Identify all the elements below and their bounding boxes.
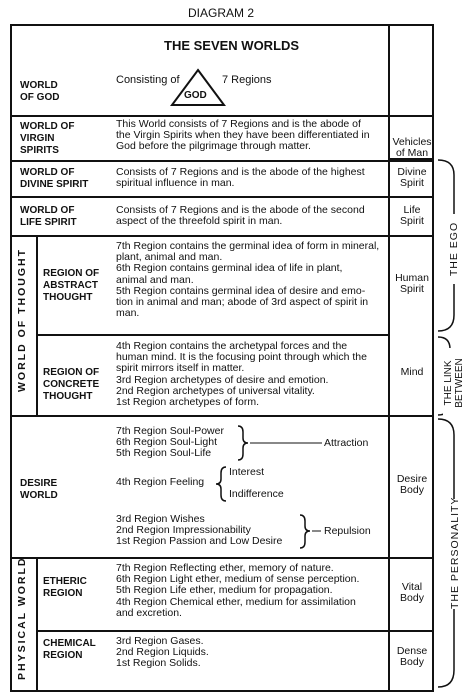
separator-divine — [10, 196, 434, 198]
text-line: spiritual influence in man. — [116, 177, 235, 190]
text-line: 5th Region Soul-Life — [116, 447, 212, 460]
god-regions-text: 7 Regions — [222, 74, 272, 86]
life-spirit-description — [116, 205, 386, 227]
god-triangle-icon — [170, 68, 226, 108]
ego-side-label: THE EGO — [448, 214, 462, 284]
label-line: THOUGHT — [43, 292, 93, 303]
text-line: Human — [395, 272, 429, 284]
separator-god — [10, 115, 434, 117]
interest-label: Interest — [229, 466, 265, 478]
label-line: SPIRITS — [20, 145, 59, 156]
indifference-label: Indifference — [229, 488, 284, 500]
text-line: 6th Region Light ether, medium of sense perception. — [116, 573, 360, 586]
text-line: BETWEEN — [454, 358, 465, 408]
separator-etheric — [36, 630, 434, 632]
text-line: Dense — [396, 645, 428, 657]
chemical-region-label — [43, 638, 96, 662]
label-line: LIFE SPIRIT — [20, 217, 77, 228]
text-line: and excretion. — [116, 606, 182, 619]
feeling-region: 4th Region Feeling — [116, 476, 205, 488]
text-line: 1st Region archetypes of form. — [116, 396, 259, 409]
physical-divider — [36, 558, 38, 692]
text-line: human mind. It is the focusing point through which the — [116, 351, 367, 364]
text-line: God before the pilgrimage through matter. — [116, 140, 311, 153]
label-line: OF GOD — [20, 92, 60, 103]
text-line: 4th Region Chemical ether, medium for assimilation — [116, 595, 356, 608]
label-line: ABSTRACT — [43, 280, 98, 291]
text-line: Spirit — [400, 283, 424, 296]
repulsion-label: Repulsion — [324, 525, 371, 537]
text-line: 5th Region Life ether, medium for propagation. — [116, 584, 333, 597]
text-line: THE LINK — [443, 360, 454, 406]
repulsion-regions — [116, 514, 282, 548]
personality-side-label: THE PERSONALITY — [449, 496, 461, 609]
text-line: aspect of the threefold spirit in man. — [116, 215, 283, 228]
label-line: WORLD — [20, 80, 58, 91]
text-line: 7th Region Reflecting ether, memory of nature. — [116, 562, 334, 574]
text-line: This World consists of 7 Regions and is the abode of — [116, 118, 361, 130]
text-line: 5th Region contains germinal idea of desire and emo- — [116, 284, 366, 297]
text-line: Spirit — [400, 177, 424, 190]
label-line: THOUGHT — [43, 391, 93, 402]
text-line: Body — [400, 656, 424, 669]
label-line: DIVINE SPIRIT — [20, 179, 89, 190]
etheric-region-description — [116, 563, 386, 619]
etheric-region-label — [43, 576, 87, 600]
world-of-life-spirit-label — [20, 205, 77, 229]
text-line: 3rd Region archetypes of desire and emotion. — [116, 373, 329, 386]
label-line: VIRGIN — [20, 133, 55, 144]
divine-spirit-description — [116, 167, 386, 189]
abstract-thought-description — [116, 241, 386, 319]
label-line: WORLD OF — [20, 121, 75, 132]
label-line: REGION — [43, 588, 83, 599]
label-line: ETHERIC — [43, 576, 87, 587]
attraction-brace-icon — [234, 424, 324, 464]
world-of-god-label — [20, 80, 59, 104]
text-line: 4th Region contains the archetypal forces and the — [116, 340, 348, 352]
diagram-title: THE SEVEN WORLDS — [164, 38, 300, 53]
separator-life — [10, 235, 434, 237]
link-between-side-label — [443, 348, 467, 418]
text-line: Body — [400, 484, 424, 497]
text-line: Vehicles — [392, 136, 432, 148]
text-line: plant, animal and man. — [116, 251, 223, 264]
text-line: 1st Region Passion and Low Desire — [116, 535, 283, 548]
label-line: WORLD OF — [20, 205, 75, 216]
vehicle-desire-body — [390, 474, 434, 496]
text-line: tion in animal and man; abode of 3rd aspect of spirit in — [116, 296, 369, 309]
region-abstract-thought-label — [43, 268, 99, 304]
vehicle-dense-body — [390, 646, 434, 668]
label-line: CONCRETE — [43, 379, 100, 390]
label-line: CHEMICAL — [43, 638, 96, 649]
world-of-virgin-spirits-label — [20, 121, 74, 157]
thought-divider — [36, 236, 38, 415]
text-line: man. — [116, 307, 140, 320]
text-line: 2nd Region Liquids. — [116, 646, 209, 659]
region-concrete-thought-label — [43, 367, 99, 403]
chemical-region-description — [116, 636, 386, 670]
text-line: animal and man. — [116, 273, 194, 286]
label-line: DESIRE — [20, 478, 58, 489]
label-line: REGION — [43, 650, 83, 661]
god-consisting-text: Consisting of — [116, 74, 180, 86]
text-line: 6th Region contains germinal idea of life in plant, — [116, 262, 343, 275]
text-line: 3rd Region Gases. — [116, 635, 204, 647]
god-triangle-text: GOD — [184, 90, 207, 101]
label-line: REGION OF — [43, 367, 100, 378]
separator-thought — [10, 415, 434, 417]
repulsion-brace-icon — [297, 513, 323, 551]
desire-world-label — [20, 478, 58, 502]
text-line: Consists of 7 Regions and is the abode of the highest — [116, 166, 365, 178]
diagram-label: DIAGRAM 2 — [188, 6, 255, 20]
separator-abstract — [36, 334, 388, 336]
vehicle-human-spirit — [390, 273, 434, 295]
text-line: Body — [400, 592, 424, 605]
world-of-thought-vertical-label: WORLD OF THOUGHT — [16, 248, 28, 392]
text-line: Divine — [397, 166, 427, 178]
text-line: Desire — [396, 473, 428, 485]
text-line: spirit mirrors itself in matter. — [116, 362, 245, 375]
vehicle-life-spirit — [390, 205, 434, 227]
virgin-spirits-description — [116, 119, 386, 153]
text-line: 7th Region contains the germinal idea of form in mineral, — [116, 240, 380, 252]
text-line: Life — [403, 204, 421, 216]
vehicle-vital-body — [390, 582, 434, 604]
text-line: Vital — [401, 581, 423, 593]
text-line: 2nd Region archetypes of universal vitality. — [116, 384, 315, 397]
attraction-label: Attraction — [324, 437, 369, 449]
text-line: 6th Region Soul-Light — [116, 436, 217, 449]
text-line: 1st Region Solids. — [116, 657, 201, 670]
separator-desire — [10, 557, 434, 559]
text-line: 2nd Region Impressionability — [116, 524, 251, 537]
text-line: 3rd Region Wishes — [116, 513, 205, 525]
text-line: Consists of 7 Regions and is the abode of the second — [116, 204, 365, 216]
text-line: 7th Region Soul-Power — [116, 425, 224, 437]
text-line: Spirit — [400, 215, 424, 228]
feeling-brace-icon — [214, 466, 228, 502]
separator-virgin — [10, 160, 434, 162]
text-line: the Virgin Spirits when they have been differentiated in — [116, 129, 370, 142]
vehicles-header-rule — [388, 158, 434, 160]
physical-world-vertical-label: PHYSICAL WORLD — [16, 556, 28, 680]
vehicle-divine-spirit — [390, 167, 434, 189]
label-line: WORLD OF — [20, 167, 75, 178]
vehicles-of-man-header — [390, 137, 434, 159]
label-line: WORLD — [20, 490, 58, 501]
label-line: REGION OF — [43, 268, 100, 279]
vehicle-mind: Mind — [400, 366, 424, 378]
world-of-divine-spirit-label — [20, 167, 88, 191]
text-line: of Man — [395, 147, 429, 160]
concrete-thought-description — [116, 341, 386, 408]
attraction-regions — [116, 426, 224, 460]
